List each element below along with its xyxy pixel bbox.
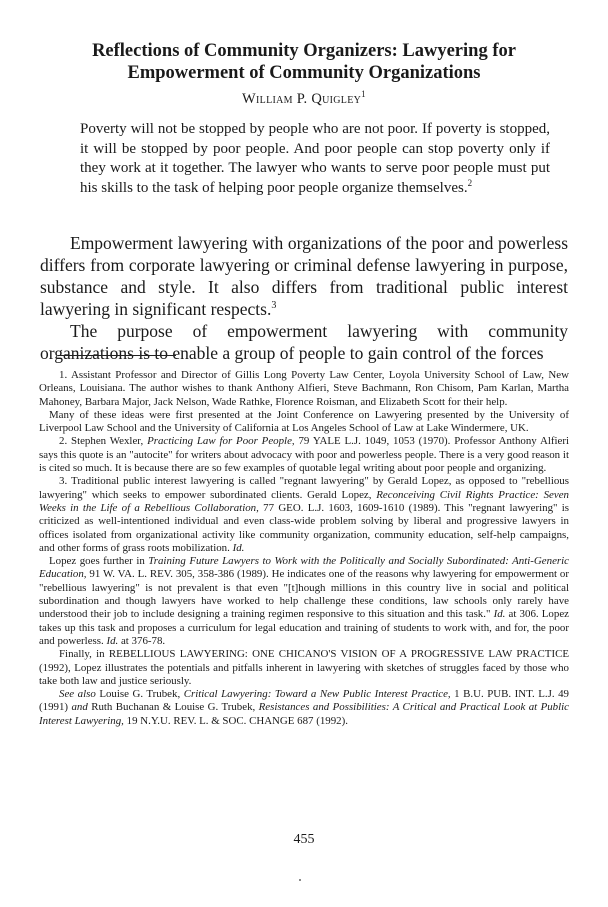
- footnote-6-body-2: Ruth Buchanan & Louise G. Trubek,: [87, 701, 259, 714]
- footnote-6-lead: Louise G. Trubek,: [95, 688, 184, 701]
- footnote-2: [39, 435, 569, 475]
- footnote-6-title-1: Critical Lawyering: Toward a New Public Interest Practice,: [183, 688, 451, 701]
- footnote-5-text: Finally, in REBELLIOUS LAWYERING: ONE CHICANO'S VISION OF A PROGRESSIVE LAW PRACTICE (1992), Lopez illustrates the potentials and pitfalls inherent in lawyering with sketches of struggles faced by those who take both law and justice seriously.: [39, 648, 569, 687]
- paragraph-1: [40, 232, 568, 320]
- author-name: William P. Quigley: [242, 91, 362, 107]
- footnote-6-title-2: Resistances and Possibilities: A Critical and Practical Look at Public Interest Lawyering,: [39, 701, 570, 727]
- footnote-3-continued-b: [39, 648, 569, 688]
- footnote-4-id-1: Id.: [493, 608, 506, 621]
- footnote-6-end: 19 N.Y.U. REV. L. & SOC. CHANGE 687 (1992).: [123, 714, 348, 727]
- footnote-6-body: 1 B.U. PUB. INT. L.J. 49 (1991): [39, 688, 569, 714]
- footnote-3-body: 77 GEO. L.J. 1603, 1609-1610 (1989). This "regnant lawyering" is criticized as well-intentioned individual and even class-wide problem solving by liberal and progressive lawyers in offices isolated from organizational activity like community organization, community education, self-help campaigns, and other forms of grass roots mobilization.: [39, 501, 570, 554]
- title-line-1: Reflections of Community Organizers: Lawyering for: [92, 41, 516, 61]
- title-line-2: Empowerment of Community Organizations: [127, 63, 481, 83]
- footnote-3-id: Id.: [232, 541, 245, 554]
- footnote-3-continued-a: [39, 555, 569, 648]
- footnote-4-title: Training Future Lawyers to Work with the Politically and Socially Subordinated: Anti-Generic Education,: [39, 555, 569, 581]
- article-title: [40, 40, 568, 84]
- footnote-1-continued: Many of these ideas were first presented at the Joint Conference on Lawyering presented by the University of Liverpool Law School and the University of California at Los Angeles School of Law at Lake Windermere, UK.: [39, 408, 569, 435]
- body-text: [40, 232, 568, 364]
- footnote-2-body: 79 YALE L.J. 1049, 1053 (1970). Professor Anthony Alfieri says this quote is an "autocite" for writers about advocacy with poor and powerless people. There is a very good reason it is cited so much. It is because there are so few examples of quotable legal writing about poor people and organizing.: [39, 435, 570, 475]
- footnote-2-title: Practicing Law for Poor People,: [147, 435, 295, 448]
- footnote-2-lead: 2. Stephen Wexler,: [59, 435, 148, 448]
- footnote-4-body-2: at 306. Lopez takes up this task and proposes a curriculum for legal education and training of students to work with, and for, the poor and powerless.: [39, 608, 569, 647]
- paragraph-2: [40, 320, 568, 364]
- footnote-3-title: Reconceiving Civil Rights Practice: Seven Weeks in the Life of a Rebellious Collaboration,: [39, 488, 569, 514]
- paragraph-1-text: Empowerment lawyering with organizations of the poor and powerless differs from corporate lawyering or criminal defense lawyering in purpose, substance and style. It also differs from traditional public interest lawyering in significant respects.: [40, 233, 568, 319]
- footnote-3: [39, 475, 569, 555]
- footnote-4-lead: Lopez goes further in: [49, 555, 149, 568]
- author-line: [40, 90, 568, 108]
- footnote-ref-1[interactable]: 1: [361, 89, 366, 100]
- footnote-3-continued-c: [39, 688, 569, 728]
- page-number: 455: [293, 832, 315, 847]
- scan-speck: [299, 879, 301, 881]
- footnote-1: 1. Assistant Professor and Director of Gillis Long Poverty Law Center, Loyola University School of Law, New Orleans, Louisiana. The author wishes to thank Anthony Alfieri, Steve Bachmann, Ron Chisom, Pam Karlan, Martha Mahoney, Barbara Major, Jack Nelson, Wade Rathke, Florence Roisman, and Elizabeth Scott for their help.: [39, 369, 569, 408]
- footnote-4-id-2: Id.: [106, 634, 119, 647]
- footnotes: [39, 369, 569, 728]
- footnote-ref-2[interactable]: 2: [467, 177, 473, 188]
- epigraph-text: Poverty will not be stopped by people who are not poor. If poverty is stopped, it will be stopped by poor people. And poor people can stop poverty only if they work at it together. The lawyer who wants to serve poor people must put his skills to the task of helping poor people organize themselves.: [80, 121, 550, 196]
- footnote-divider: [58, 355, 176, 356]
- epigraph: [80, 120, 550, 198]
- paragraph-2-text: The purpose of empowerment lawyering with community organizations is to enable a group of people to gain control of the forces: [40, 321, 568, 363]
- footnote-4-end: at 376-78.: [118, 634, 166, 647]
- footnote-ref-3[interactable]: 3: [271, 300, 277, 312]
- footnote-3-lead: 3. Traditional public interest lawyering is called "regnant lawyering" by Gerald Lopez, as opposed to "rebellious lawyering" which seeks to empower subordinated clients. Gerald Lopez,: [39, 475, 569, 501]
- footnote-4-body: 91 W. VA. L. REV. 305, 358-386 (1989). He indicates one of the reasons why lawyering for empowerment or "rebellious lawyering" is not prevalent is that even "[t]hough millions in this country live in social and political subordination and though lawyers have worked to help challenge these conditions, law schools only rarely have understood their job to include designing a training regimen responsive to this situation and this task.": [39, 568, 569, 621]
- footnote-6-and: and: [71, 701, 88, 714]
- footnote-6-signal: See also: [59, 688, 96, 701]
